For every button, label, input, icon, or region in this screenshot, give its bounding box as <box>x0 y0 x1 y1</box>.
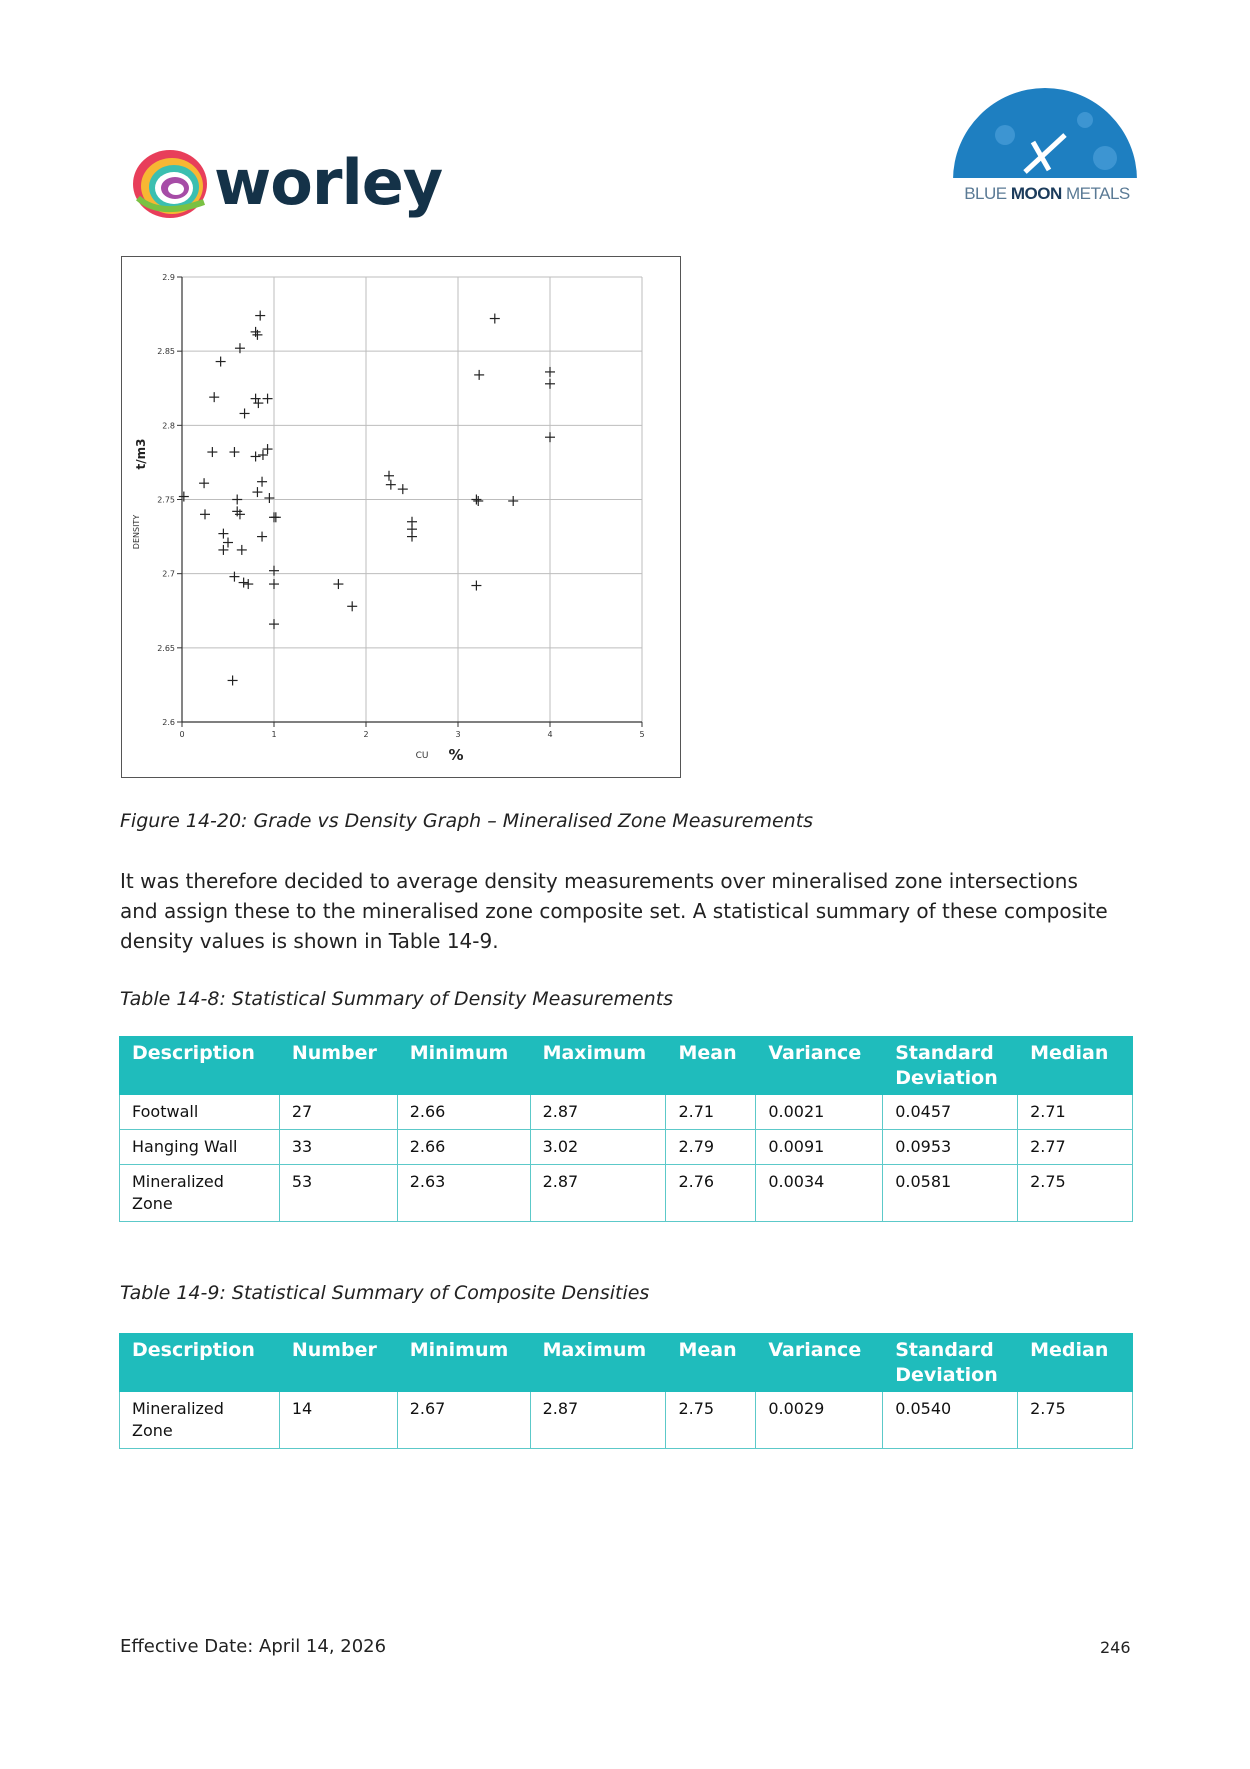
header-std-dev: Standard Deviation <box>883 1334 1018 1392</box>
data-point <box>258 450 268 460</box>
data-point <box>490 314 500 324</box>
y-tick-label: 2.6 <box>162 718 175 727</box>
header-description: Description <box>120 1334 280 1392</box>
table-9-caption: Table 14-9: Statistical Summary of Composite Densities <box>120 1282 650 1304</box>
cell-std-dev: 0.0581 <box>883 1165 1018 1222</box>
data-point <box>239 578 249 588</box>
data-point <box>200 509 210 519</box>
table-8-caption: Table 14-8: Statistical Summary of Density Measurements <box>120 988 674 1010</box>
cell-mean: 2.79 <box>666 1130 756 1165</box>
data-point <box>269 579 279 589</box>
cell-median: 2.71 <box>1018 1095 1133 1130</box>
cell-median: 2.77 <box>1018 1130 1133 1165</box>
data-point <box>229 572 239 582</box>
cell-variance: 0.0091 <box>756 1130 883 1165</box>
cell-variance: 0.0021 <box>756 1095 883 1130</box>
data-point <box>229 447 239 457</box>
data-point <box>257 477 267 487</box>
y-axis-unit: t/m3 <box>134 438 148 470</box>
cell-median: 2.75 <box>1018 1392 1133 1449</box>
header-variance: Variance <box>756 1334 883 1392</box>
y-axis-label: DENSITY <box>132 514 141 550</box>
header-mean: Mean <box>666 1334 756 1392</box>
header-minimum: Minimum <box>397 1334 530 1392</box>
worley-logo <box>130 140 460 230</box>
data-point <box>235 343 245 353</box>
data-point <box>471 581 481 591</box>
scatter-plot <box>122 257 680 777</box>
header-number: Number <box>279 1334 397 1392</box>
cell-mean: 2.75 <box>666 1392 756 1449</box>
data-point <box>545 367 555 377</box>
data-point <box>471 495 481 505</box>
cell-minimum: 2.63 <box>397 1165 530 1222</box>
blue-moon-metals-wordmark: BLUE MOON METALS <box>964 184 1130 203</box>
data-point <box>209 392 219 402</box>
cell-std-dev: 0.0540 <box>883 1392 1018 1449</box>
data-point <box>251 394 261 404</box>
cell-minimum: 2.66 <box>397 1095 530 1130</box>
worley-wordmark: worley <box>214 146 443 219</box>
data-point <box>207 447 217 457</box>
figure-caption: Figure 14-20: Grade vs Density Graph – Mineralised Zone Measurements <box>120 810 814 832</box>
table-row <box>120 1392 1133 1449</box>
data-point <box>199 478 209 488</box>
y-tick-label: 2.75 <box>157 495 175 505</box>
page-number: 246 <box>1100 1638 1131 1657</box>
header-median: Median <box>1018 1037 1133 1095</box>
cell-mean: 2.71 <box>666 1095 756 1130</box>
cell-variance: 0.0034 <box>756 1165 883 1222</box>
data-point <box>257 532 267 542</box>
header-maximum: Maximum <box>530 1037 666 1095</box>
cell-number: 14 <box>279 1392 397 1449</box>
blue-moon-metals-logo <box>945 80 1145 210</box>
data-point <box>271 512 281 522</box>
y-tick-label: 2.8 <box>162 421 175 431</box>
data-point <box>347 601 357 611</box>
cell-std-dev: 0.0457 <box>883 1095 1018 1130</box>
table-row <box>120 1130 1133 1165</box>
header-mean: Mean <box>666 1037 756 1095</box>
cell-minimum: 2.66 <box>397 1130 530 1165</box>
data-point <box>333 579 343 589</box>
data-point <box>263 444 273 454</box>
cell-description: Mineralized Zone <box>120 1165 280 1222</box>
header-median: Median <box>1018 1334 1133 1392</box>
y-tick-label: 2.85 <box>157 347 175 357</box>
data-point <box>237 545 247 555</box>
header-minimum: Minimum <box>397 1037 530 1095</box>
cell-mean: 2.76 <box>666 1165 756 1222</box>
data-point <box>252 487 262 497</box>
data-point <box>474 370 484 380</box>
data-point <box>407 532 417 542</box>
cell-description: Hanging Wall <box>120 1130 280 1165</box>
body-paragraph: It was therefore decided to average density measurements over mineralised zone intersections and assign these to the mineralised zone composite set. A statistical summary of these composite density values is shown in Table 14-9. <box>120 869 1108 953</box>
data-point <box>384 471 394 481</box>
x-tick-label: 2 <box>363 730 369 739</box>
y-tick-label: 2.9 <box>162 273 175 282</box>
composite-densities-table <box>119 1333 1133 1449</box>
cell-std-dev: 0.0953 <box>883 1130 1018 1165</box>
worley-swirl-icon <box>130 140 214 230</box>
cell-description: Mineralized Zone <box>120 1392 280 1449</box>
table-header-row <box>120 1037 1133 1095</box>
cell-maximum: 3.02 <box>530 1130 666 1165</box>
data-point <box>179 492 189 502</box>
header-maximum: Maximum <box>530 1334 666 1392</box>
data-point <box>545 432 555 442</box>
cell-maximum: 2.87 <box>530 1095 666 1130</box>
header-std-dev: Standard Deviation <box>883 1037 1018 1095</box>
data-point <box>243 579 253 589</box>
data-point <box>473 496 483 506</box>
grade-density-chart <box>121 256 681 778</box>
y-tick-label: 2.7 <box>162 569 175 579</box>
data-point <box>263 394 273 404</box>
data-point <box>218 545 228 555</box>
x-tick-label: 4 <box>547 730 553 739</box>
header-variance: Variance <box>756 1037 883 1095</box>
moon-emblem-icon <box>945 80 1145 190</box>
data-point <box>253 398 263 408</box>
cell-maximum: 2.87 <box>530 1392 666 1449</box>
cell-median: 2.75 <box>1018 1165 1133 1222</box>
data-point <box>228 675 238 685</box>
data-point <box>255 311 265 321</box>
data-point <box>232 495 242 505</box>
x-tick-label: 3 <box>455 730 461 739</box>
table-row <box>120 1095 1133 1130</box>
table-row <box>120 1165 1133 1222</box>
header-description: Description <box>120 1037 280 1095</box>
cell-number: 53 <box>279 1165 397 1222</box>
data-point <box>508 496 518 506</box>
cell-description: Footwall <box>120 1095 280 1130</box>
density-measurements-table <box>119 1036 1133 1222</box>
cell-minimum: 2.67 <box>397 1392 530 1449</box>
data-point <box>240 408 250 418</box>
y-tick-label: 2.65 <box>157 643 175 653</box>
data-point <box>218 529 228 539</box>
data-point <box>269 566 279 576</box>
header-number: Number <box>279 1037 397 1095</box>
x-tick-label: 1 <box>271 730 277 739</box>
data-point <box>223 538 233 548</box>
x-tick-label: 5 <box>639 730 645 739</box>
data-point <box>216 357 226 367</box>
data-point <box>264 493 274 503</box>
x-tick-label: 0 <box>179 730 185 739</box>
data-point <box>545 379 555 389</box>
table-header-row <box>120 1334 1133 1392</box>
cell-number: 27 <box>279 1095 397 1130</box>
data-point <box>386 480 396 490</box>
cell-number: 33 <box>279 1130 397 1165</box>
data-point <box>398 484 408 494</box>
data-point <box>251 451 261 461</box>
x-axis-label: CU <box>415 751 429 761</box>
data-point <box>269 619 279 629</box>
cell-variance: 0.0029 <box>756 1392 883 1449</box>
cell-maximum: 2.87 <box>530 1165 666 1222</box>
x-axis-unit: % <box>448 746 464 764</box>
footer-effective-date: Effective Date: April 14, 2026 <box>120 1636 387 1657</box>
